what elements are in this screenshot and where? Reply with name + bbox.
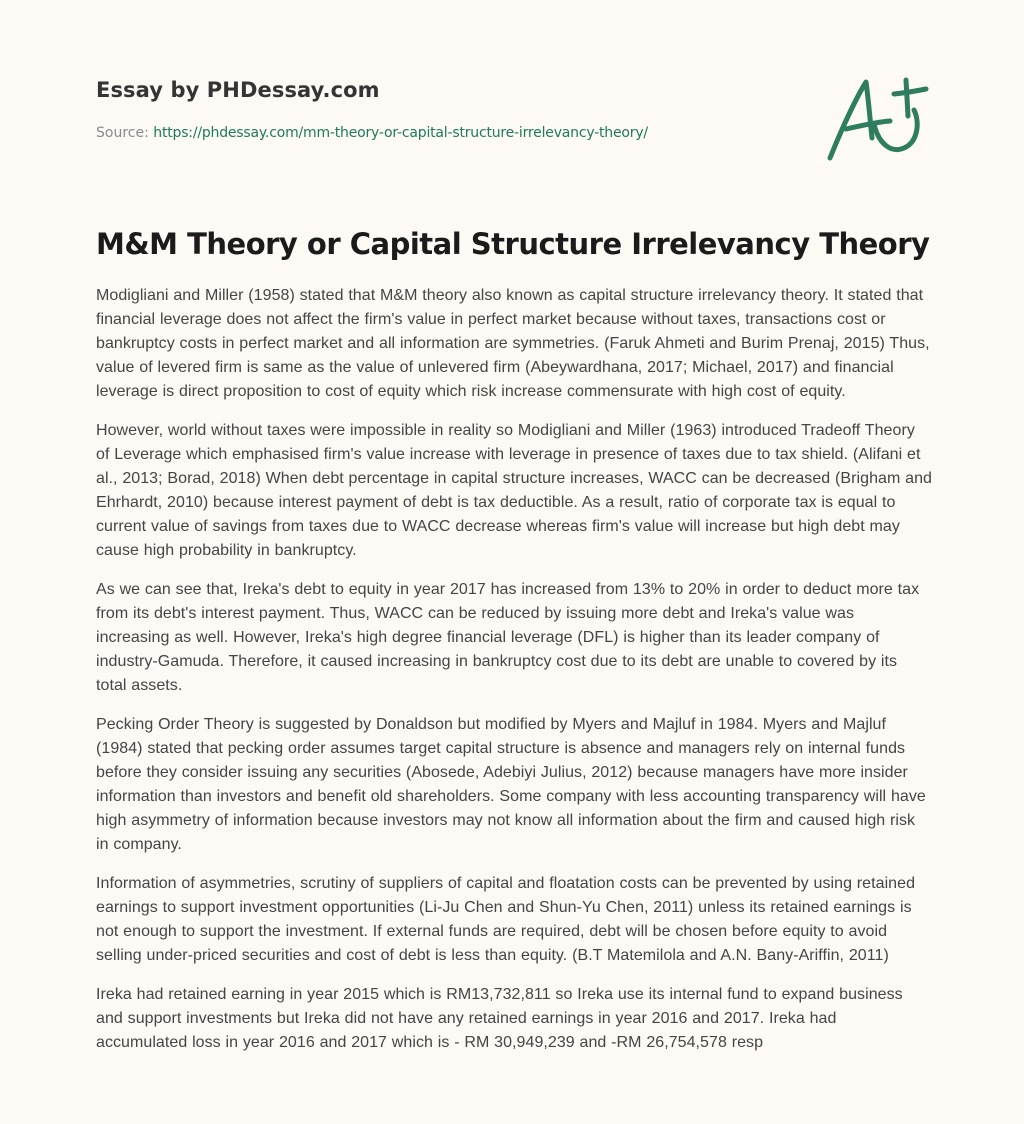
- source-line: [96, 123, 928, 143]
- source-label: Source:: [96, 125, 149, 141]
- article-title: M&M Theory or Capital Structure Irrelevancy Theory: [96, 227, 930, 261]
- a-plus-grade-icon: [820, 66, 930, 166]
- paragraph-1: Modigliani and Miller (1958) stated that M&M theory also known as capital structure irrelevancy theory. It stated that financial leverage does not affect the firm's value in perfect market because without taxes, transactions cost or bankruptcy costs in perfect market and all information are symmetries. (Faruk Ahmeti and Burim Prenaj, 2015) Thus, value of levered firm is same as the value of unlevered firm (Abeywardhana, 2017; Michael, 2017) and financial leverage is direct proposition to cost of equity which risk increase commensurate with high cost of equity.: [96, 287, 930, 400]
- site-brand: Essay by PHDessay.com: [96, 78, 380, 102]
- paragraph-4: Pecking Order Theory is suggested by Donaldson but modified by Myers and Majluf in 1984. Myers and Majluf (1984) stated that pecking order assumes target capital structure is absence and managers rely on internal funds before they consider issuing any securities (Abosede, Adebiyi Julius, 2012) because managers have more insider information than investors and benefit old shareholders. Some company with less accounting transparency will have high asymmetry of information because investors may not know all information about the firm and caused high risk in company.: [96, 716, 926, 853]
- paragraph-3: As we can see that, Ireka's debt to equity in year 2017 has increased from 13% to 20% in order to deduct more tax from its debt's interest payment. Thus, WACC can be reduced by issuing more debt and Ireka's value was increasing as well. However, Ireka's high degree financial leverage (DFL) is higher than its leader company of industry-Gamuda. Therefore, it caused increasing in bankruptcy cost due to its debt are unable to covered by its total assets.: [96, 581, 920, 694]
- paragraph-5: Information of asymmetries, scrutiny of suppliers of capital and floatation costs can be prevented by using retained earnings to support investment opportunities (Li-Ju Chen and Shun-Yu Chen, 2011) unless its retained earnings is not enough to support the investment. If external funds are required, debt will be chosen before equity to avoid selling under-priced securities and cost of debt is less than equity. (B.T Matemilola and A.N. Bany-Ariffin, 2011): [96, 875, 916, 964]
- paragraph-2: However, world without taxes were impossible in reality so Modigliani and Miller (1963) introduced Tradeoff Theory of Leverage which emphasised firm's value increase with leverage in presence of taxes due to tax shield. (Alifani et al., 2013; Borad, 2018) When debt percentage in capital structure increases, WACC can be decreased (Brigham and Ehrhardt, 2010) because interest payment of debt is tax deductible. As a result, ratio of corporate tax is equal to current value of savings from taxes due to WACC decrease whereas firm's value will increase but high debt may cause high probability in bankruptcy.: [96, 422, 932, 559]
- site-header: [96, 74, 928, 143]
- article-body: [96, 284, 932, 1070]
- source-link[interactable]: https://phdessay.com/mm-theory-or-capital-structure-irrelevancy-theory/: [153, 125, 648, 141]
- paragraph-6: Ireka had retained earning in year 2015 which is RM13,732,811 so Ireka use its internal fund to expand business and support investments but Ireka did not have any retained earnings in year 2016 and 2017. Ireka had accumulated loss in year 2016 and 2017 which is - RM 30,949,239 and -RM 26,754,578 resp: [96, 986, 903, 1051]
